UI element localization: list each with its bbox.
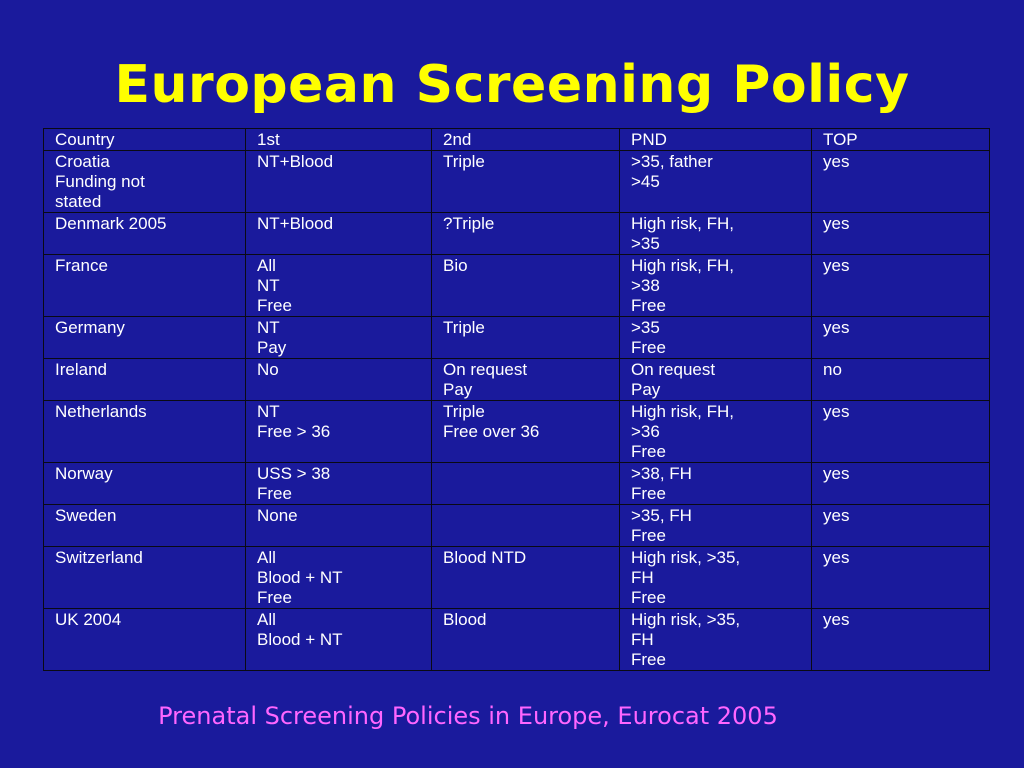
cell-country <box>44 505 246 547</box>
cell-line: yes <box>823 548 850 567</box>
cell-pnd <box>620 547 812 609</box>
cell-pnd <box>620 505 812 547</box>
cell-country <box>44 359 246 401</box>
cell-line: All <box>257 548 276 567</box>
cell-pnd <box>620 255 812 317</box>
cell-line: NT+Blood <box>257 214 334 233</box>
cell-second <box>432 463 620 505</box>
header-cell-second <box>432 129 620 151</box>
cell-line: NT <box>257 318 280 337</box>
cell-line: On request <box>443 360 528 379</box>
cell-country <box>44 151 246 213</box>
cell-line: yes <box>823 214 850 233</box>
cell-line: FH <box>631 568 654 587</box>
cell-line: On request <box>631 360 716 379</box>
cell-line: No <box>257 360 279 379</box>
cell-line: Triple <box>443 402 485 421</box>
cell-line: Switzerland <box>55 548 143 567</box>
cell-line: Pay <box>257 338 287 357</box>
cell-line: NT <box>257 276 280 295</box>
cell-line: Croatia <box>55 152 110 171</box>
cell-line: Blood <box>443 610 487 629</box>
cell-line: High risk, >35, <box>631 610 741 629</box>
cell-line: USS > 38 <box>257 464 331 483</box>
cell-pnd <box>620 213 812 255</box>
cell-line: Free <box>257 588 292 607</box>
cell-line: FH <box>631 630 654 649</box>
cell-line: Free <box>257 484 292 503</box>
cell-top <box>812 213 990 255</box>
cell-pnd <box>620 463 812 505</box>
cell-line: Free <box>631 650 666 669</box>
cell-line: Blood NTD <box>443 548 527 567</box>
cell-country <box>44 547 246 609</box>
cell-country <box>44 213 246 255</box>
cell-line: Bio <box>443 256 468 275</box>
cell-country <box>44 609 246 671</box>
cell-line: Free <box>631 588 666 607</box>
table-row <box>44 609 990 671</box>
cell-line: France <box>55 256 108 275</box>
cell-top <box>812 547 990 609</box>
table-row <box>44 151 990 213</box>
cell-second <box>432 505 620 547</box>
cell-line: Pay <box>631 380 661 399</box>
cell-line: Free <box>631 338 666 357</box>
cell-line: Funding not <box>55 172 145 191</box>
header-cell-first <box>246 129 432 151</box>
cell-top <box>812 463 990 505</box>
cell-top <box>812 359 990 401</box>
cell-line: Triple <box>443 318 485 337</box>
cell-line: Free over 36 <box>443 422 540 441</box>
cell-country <box>44 401 246 463</box>
slide-title: European Screening Policy <box>114 55 910 115</box>
cell-line: PND <box>631 130 667 149</box>
cell-line: yes <box>823 506 850 525</box>
cell-line: Free <box>631 442 666 461</box>
cell-line: Pay <box>443 380 473 399</box>
cell-first <box>246 463 432 505</box>
header-cell-country <box>44 129 246 151</box>
cell-first <box>246 401 432 463</box>
cell-line: Netherlands <box>55 402 147 421</box>
cell-line: All <box>257 256 276 275</box>
table-row <box>44 547 990 609</box>
cell-top <box>812 317 990 359</box>
cell-pnd <box>620 317 812 359</box>
cell-line: >35, FH <box>631 506 692 525</box>
cell-line: All <box>257 610 276 629</box>
cell-line: TOP <box>823 130 858 149</box>
cell-line: High risk, FH, <box>631 256 734 275</box>
cell-pnd <box>620 609 812 671</box>
cell-line: ?Triple <box>443 214 495 233</box>
header-cell-pnd <box>620 129 812 151</box>
cell-line: High risk, >35, <box>631 548 741 567</box>
cell-line: no <box>823 360 842 379</box>
cell-line: None <box>257 506 298 525</box>
cell-line: Denmark 2005 <box>55 214 167 233</box>
cell-line: 2nd <box>443 130 472 149</box>
cell-second <box>432 547 620 609</box>
table-header-row <box>44 129 990 151</box>
cell-country <box>44 463 246 505</box>
cell-line: UK 2004 <box>55 610 122 629</box>
cell-second <box>432 213 620 255</box>
cell-first <box>246 213 432 255</box>
cell-line: 1st <box>257 130 280 149</box>
cell-pnd <box>620 401 812 463</box>
cell-second <box>432 317 620 359</box>
cell-top <box>812 505 990 547</box>
cell-line: NT+Blood <box>257 152 334 171</box>
cell-line: yes <box>823 464 850 483</box>
cell-country <box>44 255 246 317</box>
cell-line: yes <box>823 402 850 421</box>
cell-first <box>246 317 432 359</box>
cell-line: yes <box>823 152 850 171</box>
cell-pnd <box>620 151 812 213</box>
cell-line: High risk, FH, <box>631 402 734 421</box>
cell-line: Country <box>55 130 115 149</box>
cell-line: >36 <box>631 422 660 441</box>
cell-line: Norway <box>55 464 113 483</box>
table-row <box>44 255 990 317</box>
source-caption: Prenatal Screening Policies in Europe, Eurocat 2005 <box>158 702 778 730</box>
cell-top <box>812 401 990 463</box>
cell-line: Blood + NT <box>257 630 343 649</box>
cell-second <box>432 609 620 671</box>
cell-line: Free <box>257 296 292 315</box>
cell-second <box>432 359 620 401</box>
cell-line: Triple <box>443 152 485 171</box>
cell-line: >38 <box>631 276 660 295</box>
cell-first <box>246 547 432 609</box>
table-row <box>44 401 990 463</box>
table-row <box>44 463 990 505</box>
cell-line: >35 <box>631 234 660 253</box>
cell-line: High risk, FH, <box>631 214 734 233</box>
cell-pnd <box>620 359 812 401</box>
cell-line: >35, father <box>631 152 713 171</box>
cell-first <box>246 505 432 547</box>
cell-line: Free > 36 <box>257 422 331 441</box>
cell-first <box>246 609 432 671</box>
cell-first <box>246 255 432 317</box>
table-row <box>44 359 990 401</box>
cell-line: >35 <box>631 318 660 337</box>
table-row <box>44 213 990 255</box>
cell-line: Ireland <box>55 360 107 379</box>
cell-line: >45 <box>631 172 660 191</box>
cell-line: Sweden <box>55 506 117 525</box>
table-row <box>44 505 990 547</box>
cell-top <box>812 255 990 317</box>
cell-line: Blood + NT <box>257 568 343 587</box>
cell-line: stated <box>55 192 102 211</box>
cell-line: yes <box>823 256 850 275</box>
cell-line: Germany <box>55 318 125 337</box>
cell-top <box>812 609 990 671</box>
screening-policy-table <box>43 128 990 671</box>
cell-line: >38, FH <box>631 464 692 483</box>
cell-first <box>246 151 432 213</box>
cell-line: Free <box>631 526 666 545</box>
cell-second <box>432 255 620 317</box>
header-cell-top <box>812 129 990 151</box>
cell-line: yes <box>823 610 850 629</box>
cell-line: Free <box>631 296 666 315</box>
cell-first <box>246 359 432 401</box>
cell-second <box>432 151 620 213</box>
cell-country <box>44 317 246 359</box>
cell-line: NT <box>257 402 280 421</box>
table-row <box>44 317 990 359</box>
cell-line: yes <box>823 318 850 337</box>
cell-second <box>432 401 620 463</box>
cell-top <box>812 151 990 213</box>
cell-line: Free <box>631 484 666 503</box>
